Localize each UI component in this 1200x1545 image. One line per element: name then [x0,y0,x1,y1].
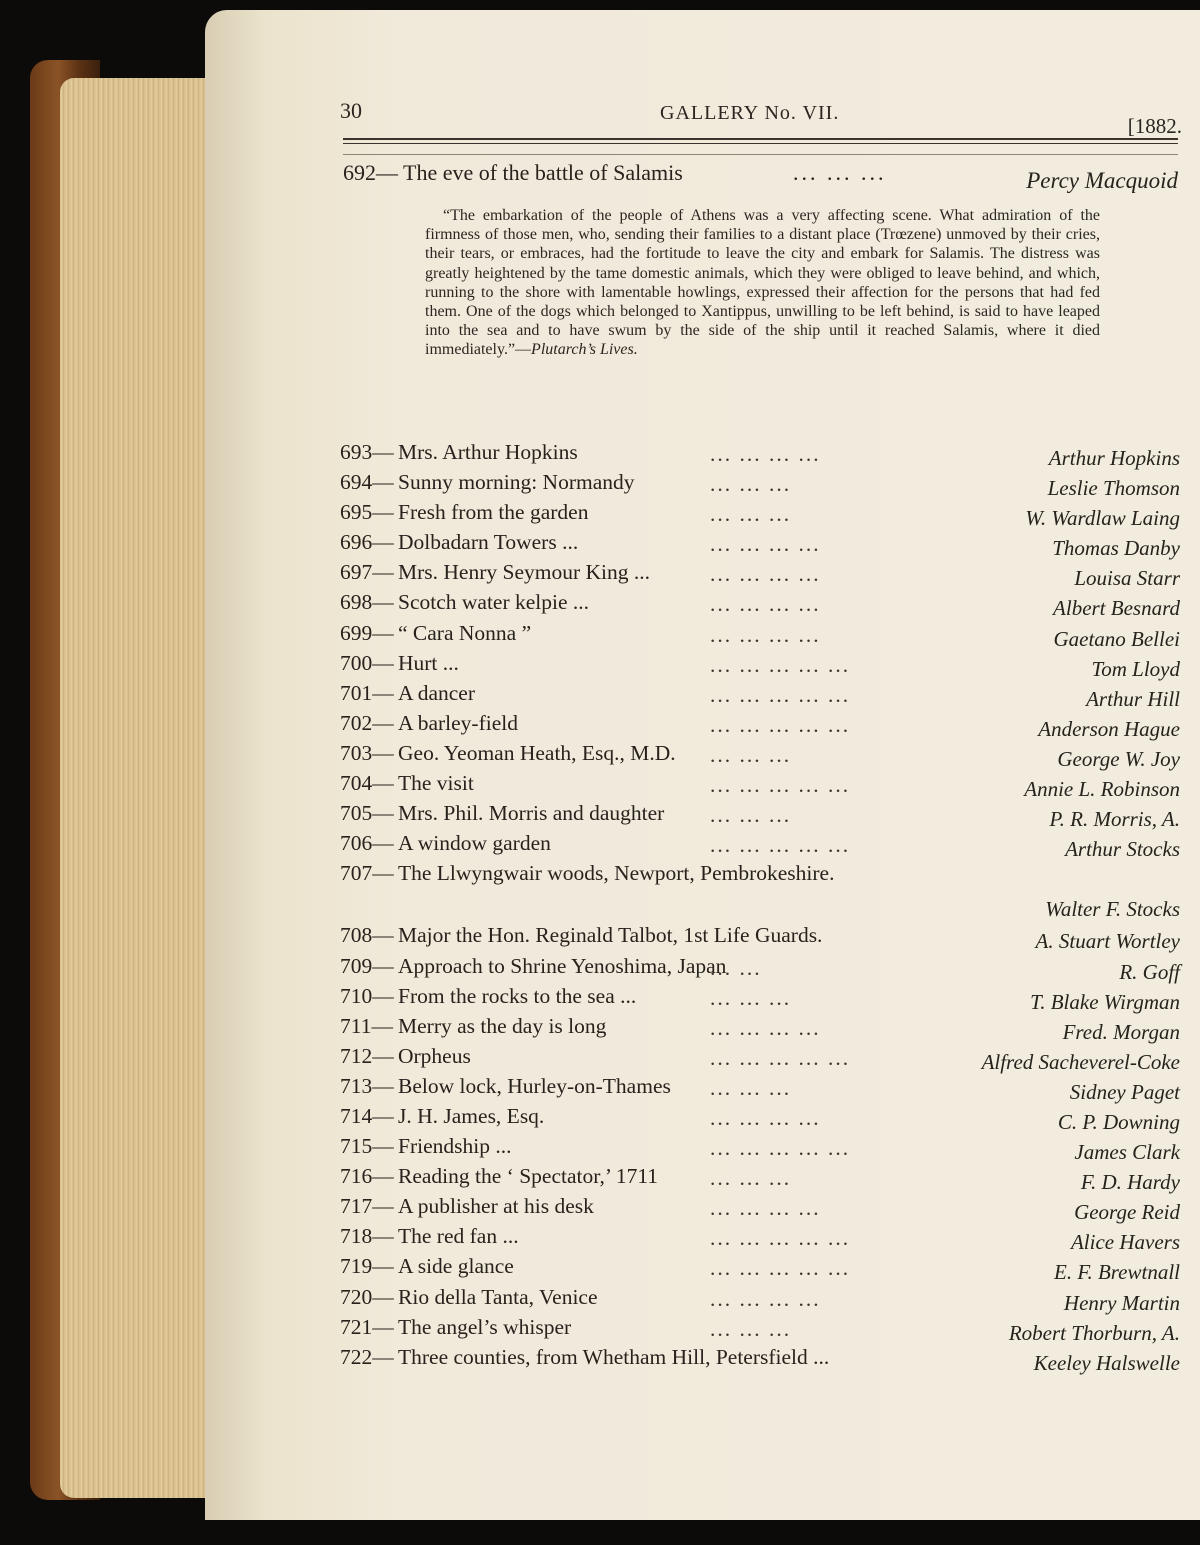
catalogue-entry [340,984,1180,1014]
catalogue-entry [340,590,1180,620]
entry-title: Reading the ‘ Spectator,’ 1711 [398,1164,659,1189]
header-rule [343,138,1178,140]
entry-artist: C. P. Downing [1057,1109,1180,1134]
entry-number: 715— [340,1134,394,1159]
entry-title: Rio della Tanta, Venice [398,1284,598,1309]
entry-artist: F. D. Hardy [1080,1170,1180,1195]
entry-title: A publisher at his desk [398,1194,594,1219]
entry-leader-dots: ... ... ... ... [710,1196,821,1221]
catalogue-entry [340,1224,1180,1254]
entry-artist: Leslie Thomson [1047,476,1180,501]
entry-artist: Arthur Hill [1086,686,1180,711]
header-rule-thin [343,143,1178,144]
entry-leader-dots: ... ... ... ... ... [710,1045,851,1070]
entry-title: J. H. James, Esq. [398,1103,545,1128]
quotation-text: “The embarkation of the people of Athens was a very affecting scene. What admiration of the firmness of those men, who, sending their families to a distant place (Trœzene) unmoved by their cries, their tears, or embraces, had the fortitude to leave the city and embark for Salamis. The distress was greatly heightened by the tame domestic animals, which they were obliged to leave behind, and which, running to the shore with lamentable howlings, expressed their affection for the persons that had fed them. One of the dogs which belonged to Xantippus, unwilling to be left behind, is said to have leaped into the sea and to have swum by the side of the ship until it reached Salamis, where it died immediately.”— [425,207,1100,359]
catalogue-entry [340,891,1180,923]
entry-artist: Sidney Paget [1069,1079,1180,1104]
catalogue-entry [340,1285,1180,1315]
featured-entry [343,160,1178,196]
entry-title: Three counties, from Whetham Hill, Petersfield ... [398,1344,830,1369]
entry-number: 717— [340,1194,394,1219]
entry-title: Mrs. Phil. Morris and daughter [398,801,665,826]
entry-artist: Henry Martin [1063,1290,1180,1315]
entry-artist: W. Wardlaw Laing [1025,506,1180,531]
entry-number: 718— [340,1224,394,1249]
entry-number: 714— [340,1103,394,1128]
entry-artist: Alfred Sacheverel-Coke [981,1049,1180,1074]
entry-artist: George W. Joy [1057,746,1180,771]
catalogue-entry [340,560,1180,590]
gallery-title: GALLERY No. VII. [660,102,840,124]
entry-leader-dots: ... ... ... ... [710,562,821,587]
entry-leader-dots: ... ... ... ... ... [710,652,851,677]
entry-artist: Fred. Morgan [1062,1019,1180,1044]
entry-number: 722— [340,1344,394,1369]
entry-title: A barley-field [398,710,518,735]
entry-title: The eve of the battle of Salamis [403,160,683,185]
entry-title: A window garden [398,831,551,856]
entry-leader-dots: ... ... ... ... [710,1015,821,1040]
entry-artist: E. F. Brewtnall [1054,1260,1180,1285]
catalogue-entry [340,1315,1180,1345]
entry-artist: Alice Havers [1070,1230,1180,1255]
entry-number: 721— [340,1314,394,1339]
entry-leader-dots: ... ... ... ... [710,1286,821,1311]
catalogue-entry [340,954,1180,984]
entry-artist: R. Goff [1119,959,1180,984]
entry-leader-dots: ... ... ... [710,985,792,1010]
entry-artist: Arthur Hopkins [1048,446,1180,470]
entry-leader-dots: ... ... ... ... ... [710,833,851,858]
entry-artist: Louisa Starr [1074,566,1180,591]
page-stack-edge [60,78,220,1498]
entry-artist: Arthur Stocks [1065,837,1180,862]
entry-leader-dots: ... ... ... [710,1166,792,1191]
catalogue-entry [340,1164,1180,1194]
entry-leader-dots: ... ... ... ... ... [710,1256,851,1281]
entry-leader-dots: ... ... ... [793,160,887,185]
entry-title: The visit [398,771,474,796]
entry-number: 695— [340,500,394,525]
entry-number: 712— [340,1043,394,1068]
entry-title: The red fan ... [398,1224,519,1249]
entry-number: 706— [340,831,394,856]
entry-title: Approach to Shrine Yenoshima, Japan [398,953,727,978]
quotation-citation: Plutarch’s Lives. [531,341,638,359]
entry-artist: Robert Thorburn, A. [1008,1320,1180,1345]
entry-leader-dots: ... ... ... ... ... [710,682,851,707]
entry-leader-dots: ... ... [710,955,762,980]
entry-title: Sunny morning: Normandy [398,470,635,495]
entry-number: 701— [340,680,394,705]
entry-artist: Albert Besnard [1053,596,1180,621]
entry-title: Geo. Yeoman Heath, Esq., M.D. [398,740,676,765]
entry-title: Mrs. Henry Seymour King ... [398,560,651,585]
entry-title: Friendship ... [398,1134,512,1159]
entry-leader-dots: ... ... ... ... ... [710,773,851,798]
entry-number: 703— [340,740,394,765]
catalogue-entry [340,1194,1180,1224]
entry-title: The angel’s whisper [398,1314,572,1339]
entry-title: Hurt ... [398,650,459,675]
catalogue-entry [340,771,1180,801]
entry-leader-dots: ... ... ... ... ... [710,1136,851,1161]
entry-artist: P. R. Morris, A. [1049,807,1180,832]
catalogue-entry [340,923,1180,953]
entry-title: The Llwyngwair woods, Newport, Pembrokeshire. [398,861,835,886]
plutarch-quotation [425,206,1100,360]
entry-number: 708— [340,923,394,948]
entry-artist: Percy Macquoid [1026,168,1178,193]
entry-leader-dots: ... ... ... ... [710,1105,821,1130]
catalogue-entry [340,831,1180,861]
entry-artist: A. Stuart Wortley [1035,929,1180,954]
entry-number: 693— [340,440,394,464]
entry-title: Mrs. Arthur Hopkins [398,440,578,464]
entry-number: 707— [340,861,394,886]
catalogue-entries [340,440,1180,1375]
entry-artist: Thomas Danby [1052,536,1180,561]
entry-leader-dots: ... ... ... ... ... [710,712,851,737]
entry-artist: Keeley Halswelle [1033,1350,1180,1375]
entry-number: 696— [340,530,394,555]
catalogue-year: [1882. [1127,114,1182,138]
entry-title: A dancer [398,680,476,705]
catalogue-entry [340,530,1180,560]
entry-leader-dots: ... ... ... ... [710,442,821,466]
entry-leader-dots: ... ... ... [710,502,792,527]
entry-number: 711— [340,1013,393,1038]
entry-leader-dots: ... ... ... ... [710,622,821,647]
entry-number: 705— [340,801,394,826]
entry-leader-dots: ... ... ... [710,1316,792,1341]
entry-title: Scotch water kelpie ... [398,590,590,615]
entry-artist: Anderson Hague [1038,716,1180,741]
entry-number: 716— [340,1164,394,1189]
catalogue-entry [340,801,1180,831]
catalogue-entry [340,1014,1180,1044]
entry-title: A side glance [398,1254,514,1279]
entry-leader-dots: ... ... ... [710,803,792,828]
catalogue-entry [340,500,1180,530]
catalogue-entry [340,1345,1180,1375]
entry-number: 692— [343,160,398,185]
entry-number: 713— [340,1073,394,1098]
entry-leader-dots: ... ... ... ... [710,592,821,617]
entry-number: 720— [340,1284,394,1309]
catalogue-entry [340,1074,1180,1104]
entry-number: 698— [340,590,394,615]
page-number: 30 [340,98,362,123]
entry-title: From the rocks to the sea ... [398,983,637,1008]
catalogue-entry [340,621,1180,651]
catalogue-entry [340,681,1180,711]
entry-number: 700— [340,650,394,675]
entry-number: 710— [340,983,394,1008]
entry-leader-dots: ... ... ... ... [710,532,821,557]
entry-title: Below lock, Hurley-on-Thames [398,1073,671,1098]
entry-artist: Tom Lloyd [1091,656,1180,681]
catalogue-entry [340,1044,1180,1074]
catalogue-entry [340,1134,1180,1164]
entry-title: Merry as the day is long [398,1013,607,1038]
entry-number: 704— [340,771,394,796]
entry-title: Orpheus [398,1043,471,1068]
entry-number: 709— [340,953,394,978]
entry-title: Major the Hon. Reginald Talbot, 1st Life Guards. [398,923,823,948]
entry-title: Dolbadarn Towers ... [398,530,579,555]
entry-leader-dots: ... ... ... [710,1075,792,1100]
catalogue-entry [340,1254,1180,1284]
entry-artist: Annie L. Robinson [1024,777,1180,802]
entry-artist: Walter F. Stocks [1045,897,1180,922]
entry-artist: T. Blake Wirgman [1030,989,1180,1014]
entry-leader-dots: ... ... ... [710,742,792,767]
entry-leader-dots: ... ... ... ... ... [710,1226,851,1251]
catalogue-entry [340,651,1180,681]
catalogue-entry [340,440,1180,470]
entry-artist: George Reid [1074,1200,1180,1225]
page-header [340,98,1190,138]
catalogue-entry [340,861,1180,891]
entry-number: 699— [340,620,394,645]
entry-leader-dots: ... ... ... [710,472,792,497]
catalogue-entry [340,741,1180,771]
entry-number: 702— [340,710,394,735]
entry-number: 697— [340,560,394,585]
entry-number: 694— [340,470,394,495]
header-rule-light [343,154,1178,155]
catalogue-entry [340,711,1180,741]
catalogue-entry [340,1104,1180,1134]
entry-artist: James Clark [1074,1140,1180,1165]
entry-title: Fresh from the garden [398,500,589,525]
entry-artist: Gaetano Bellei [1053,626,1180,651]
entry-number: 719— [340,1254,394,1279]
entry-title: “ Cara Nonna ” [398,620,532,645]
catalogue-entry [340,470,1180,500]
